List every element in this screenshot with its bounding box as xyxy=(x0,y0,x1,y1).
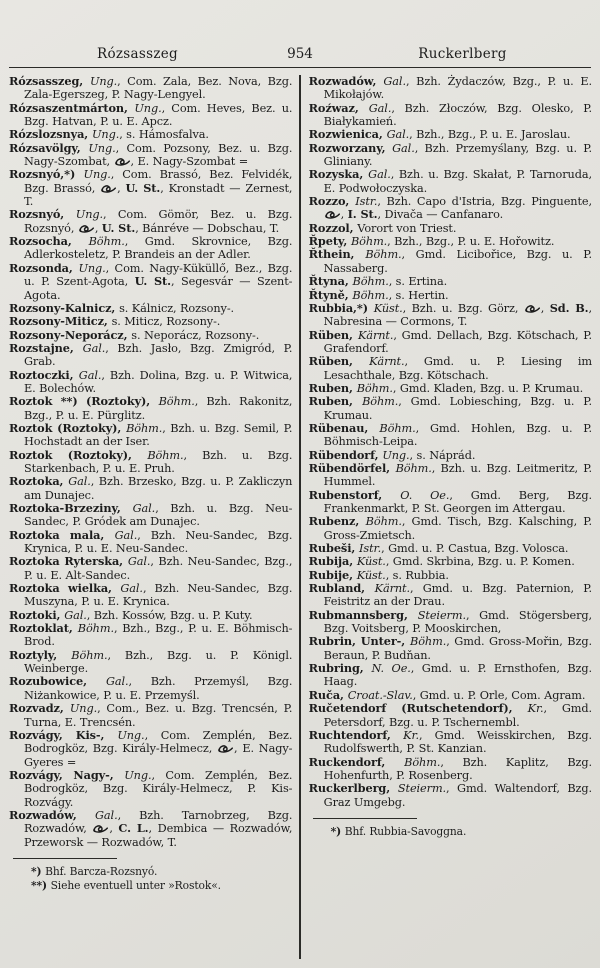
region-abbr: Ung. xyxy=(124,768,152,782)
posthorn-icon xyxy=(93,824,108,833)
entry-text: , Com. Pozsony, Bez. u. Bzg. Nagy-Szombat, xyxy=(24,141,293,169)
headword: Rózsasszeg, xyxy=(9,74,90,88)
region-abbr: Ung. xyxy=(134,101,162,115)
headword: **) xyxy=(31,879,51,893)
region-abbr: Böhm. xyxy=(88,235,125,249)
gazetteer-entry xyxy=(9,75,292,102)
entry-text: , Com. Zemplén, Bez. Bodrogköz, Bzg. Király-Helmecz, xyxy=(24,728,293,756)
entry-text: , Gmd. Dellach, Bzg. Kötschach, P. Grafendorf. xyxy=(323,328,592,355)
gazetteer-entry xyxy=(309,102,592,129)
entry-text: , Bzh. Neu-Sandec, Bzg. Krynica, P. u. E. Neu-Sandec. xyxy=(24,528,293,556)
gazetteer-entry xyxy=(9,329,292,342)
entry-text: , Bzh. Rakonitz, Bzg., P. u. E. Pürglitz. xyxy=(24,395,293,422)
headword: Roztyly, xyxy=(9,647,72,662)
headword: Rübendorf, xyxy=(308,447,383,462)
entry-text: , Gmd. Waltendorf, Bzg. Graz Umgebg. xyxy=(323,782,592,809)
gazetteer-entry xyxy=(309,235,592,248)
region-abbr: Croat.-Slav. xyxy=(347,688,413,702)
gazetteer-entry xyxy=(309,222,592,235)
gazetteer-entry xyxy=(9,582,292,609)
headword: Ruča, xyxy=(308,687,348,702)
gazetteer-entry xyxy=(309,555,592,568)
entry-text: , Gmd. Kladen, Bzg. u. P. Krumau. xyxy=(392,381,584,395)
gazetteer-entry xyxy=(9,315,292,328)
headword: Rubenstorf, xyxy=(308,487,401,502)
headword: Rozvadz, xyxy=(9,701,70,716)
gazetteer-entry xyxy=(9,649,292,676)
headword: Rozwienica, xyxy=(308,127,387,142)
entry-text: , Com. Heves, Bez. u. Bzg. Hatvan, P. u. E. Apcz. xyxy=(24,101,293,129)
entry-text: , Bzh. u. Bzg. Skałat, P. Tarnoruda, E. Podwołoczyska. xyxy=(323,168,592,195)
gazetteer-entry xyxy=(9,555,292,582)
region-abbr: Gal. xyxy=(78,368,102,382)
gazetteer-entry xyxy=(9,422,292,449)
footnote xyxy=(9,879,292,894)
region-abbr: Böhm. xyxy=(147,448,184,462)
region-abbr: Gal. xyxy=(368,168,391,182)
gazetteer-entry xyxy=(309,756,592,783)
entry-text: , Bzh. Przemyśl, Bzg. Niżankowice, P. u. E. Przemyśl. xyxy=(24,675,293,702)
posthorn-icon xyxy=(79,224,94,233)
region-abbr: Ung. xyxy=(89,75,118,88)
entry-text: , xyxy=(540,301,550,315)
region-abbr: Ung. xyxy=(117,728,145,742)
region-abbr: Istr. xyxy=(359,542,382,556)
entry-text: s. Neporácz, Rozsony-. xyxy=(131,328,260,342)
headword: Rozsocha, xyxy=(9,234,89,249)
gazetteer-entry xyxy=(309,302,592,329)
entry-text: , Com. Zala, Bez. Nova, Bzg. Zala-Egerszeg, P. Nagy-Lengyel. xyxy=(24,75,293,102)
headword: Ruben, xyxy=(308,380,357,395)
gazetteer-entry xyxy=(9,809,292,849)
gazetteer-entry xyxy=(9,369,292,396)
entry-text: , Gmd. u. P. Ernsthofen, Bzg. Haag. xyxy=(323,662,592,689)
region-abbr: Böhm. xyxy=(71,648,108,662)
headword: Ruchtendorf, xyxy=(308,727,404,742)
region-abbr: Steierm. xyxy=(397,782,447,796)
gazetteer-entry xyxy=(309,702,592,729)
entry-text: , Com. Gömör, Bez. u. Bzg. Rozsnyó, xyxy=(24,208,293,235)
entry-text: , Bzh. u. Bzg. Neu-Sandec, P. Gródek am Dunajec. xyxy=(24,502,293,529)
bold-abbr: I. St. xyxy=(347,207,378,222)
gazetteer-entry xyxy=(309,329,592,356)
entry-text: , Bzh., Bzg., P. u. E. Böhmisch-Brod. xyxy=(24,622,293,649)
entry-text: , Bánréve — Dobschau, T. xyxy=(135,221,280,235)
entry-text: , Bzh., Bzg. u. P. Königl. Weinberge. xyxy=(24,648,293,676)
region-abbr: Ung. xyxy=(382,448,410,462)
entry-text: , xyxy=(109,822,119,836)
entry-text: , xyxy=(94,221,102,235)
headword: Roztoka, xyxy=(9,474,69,489)
entry-text: , Gmd. u. P. Orle, Com. Agram. xyxy=(412,688,586,702)
gazetteer-entry xyxy=(9,262,292,302)
posthorn-icon xyxy=(325,210,340,219)
region-abbr: Küst. xyxy=(356,555,386,569)
region-abbr: Küst. xyxy=(373,301,403,315)
region-abbr: Kärnt. xyxy=(357,328,394,342)
region-abbr: Gal. xyxy=(95,808,118,822)
entry-text: , Gmd. u. Bzg. Paternion, P. Feistritz an der Drau. xyxy=(323,582,592,609)
headword: Roztok (Roztoky), xyxy=(9,447,148,462)
headword: Rubenz, xyxy=(308,514,366,529)
headword: Rozzol, xyxy=(308,220,358,235)
region-abbr: O. Oe. xyxy=(400,488,450,502)
entry-text: , Nabresina — Cormons, T. xyxy=(323,301,593,329)
headword: Rózsaszentmárton, xyxy=(9,100,135,115)
columns-container xyxy=(0,68,600,959)
region-abbr: Gal. xyxy=(368,101,392,115)
entry-text: , xyxy=(340,208,348,222)
gazetteer-entry xyxy=(309,355,592,382)
region-abbr: Istr. xyxy=(355,195,378,209)
gazetteer-entry xyxy=(309,662,592,689)
headword: Rozwadów, xyxy=(308,74,384,88)
right-column xyxy=(301,75,592,959)
headword: Rubeši, xyxy=(308,541,360,556)
region-abbr: Böhm. xyxy=(379,421,416,435)
region-abbr: Gal. xyxy=(105,675,129,689)
entry-text: , Com. Brassó, Bez. Felvidék, Bzg. Brassó, xyxy=(24,168,293,195)
gazetteer-entry xyxy=(9,235,292,262)
gazetteer-entry xyxy=(309,395,592,422)
entry-text: , s. Rubbia. xyxy=(385,568,449,582)
region-abbr: Böhm. xyxy=(362,395,399,409)
bold-abbr: U. St. xyxy=(125,180,161,195)
entry-text: , Gmd. u. P. Castua, Bzg. Volosca. xyxy=(381,542,569,556)
headword: Roztok **) (Roztoky), xyxy=(9,394,159,409)
headword: Rozubowice, xyxy=(9,674,106,689)
entry-text: , Segesvár — Szent-Agota. xyxy=(24,275,293,302)
gazetteer-entry xyxy=(309,582,592,609)
headword: Roztoka wielka, xyxy=(9,581,121,596)
region-abbr: Böhm. xyxy=(352,288,389,302)
entry-text: , Bzh. Neu-Sandec, Bzg. Muszyna, P. u. E. Krynica. xyxy=(24,582,293,609)
gazetteer-entry xyxy=(309,248,592,275)
gazetteer-entry xyxy=(9,702,292,729)
gazetteer-entry xyxy=(309,382,592,395)
gazetteer-entry xyxy=(9,502,292,529)
headword: Roztoka Ryterska, xyxy=(9,554,128,569)
region-abbr: Gal. xyxy=(392,141,415,155)
entry-text: , Gmd. Lobiesching, Bzg. u. P. Krumau. xyxy=(323,395,592,422)
entry-text: , Gmd. Petersdorf, Bzg. u. P. Tschernembl. xyxy=(323,702,592,729)
bold-abbr: Sd. B. xyxy=(549,300,589,315)
headword: Rubland, xyxy=(308,581,375,596)
headword: Rozvágy, Nagy-, xyxy=(9,767,125,782)
headword: Rüben, xyxy=(308,327,358,342)
gazetteer-entry xyxy=(9,449,292,476)
region-abbr: Gal. xyxy=(132,502,156,515)
gazetteer-entry xyxy=(309,142,592,169)
region-abbr: N. Oe. xyxy=(371,662,411,676)
region-abbr: Gal. xyxy=(127,555,151,569)
headword: Ruben, xyxy=(308,394,363,409)
gazetteer-entry xyxy=(309,422,592,449)
footnote xyxy=(9,865,292,880)
gazetteer-entry xyxy=(309,168,592,195)
gazetteer-entry xyxy=(309,489,592,516)
entry-text: , Bzh. u. Bzg. Leitmeritz, P. Hummel. xyxy=(323,461,592,489)
entry-text: , Bzh. u. Bzg. Semil, P. Hochstadt an der Iser. xyxy=(24,421,293,449)
entry-text: , Gmd. Gross-Mořin, Bzg. Beraun, P. Budňan. xyxy=(323,635,592,662)
entry-text: Vorort von Triest. xyxy=(357,221,457,235)
region-abbr: Steierm. xyxy=(417,608,466,622)
entry-text: , Gmd. Skrovnice, Bzg. Adlerkosteletz, P. Brandeis an der Adler. xyxy=(24,235,293,262)
gazetteer-entry xyxy=(9,529,292,556)
gazetteer-entry xyxy=(309,289,592,302)
headword: Ruckendorf, xyxy=(308,754,405,769)
region-abbr: Böhm. xyxy=(365,248,402,262)
gazetteer-entry xyxy=(309,449,592,462)
headword: Roztok (Roztoky), xyxy=(9,420,127,435)
gazetteer-entry xyxy=(309,782,592,809)
region-abbr: Gal. xyxy=(386,128,410,142)
gazetteer-entry xyxy=(9,342,292,369)
entry-text: , Gmd. Stögersberg, Bzg. Voitsberg, P. Mooskirchen, xyxy=(323,608,592,636)
entry-text: , Bzh. Jasło, Bzg. Zmigród, P. Grab. xyxy=(24,341,293,369)
headword: Roztoka-Brzeziny, xyxy=(9,501,133,515)
gazetteer-entry xyxy=(9,142,292,169)
gazetteer-entry xyxy=(9,128,292,141)
gazetteer-entry xyxy=(309,542,592,555)
headword: Rozsnyó, xyxy=(9,207,76,222)
headword: *) xyxy=(31,864,46,878)
entry-text: , xyxy=(117,181,126,195)
headword: Rozworzany, xyxy=(308,140,393,155)
entry-text: , Bzh. u. Bzg. Görz, xyxy=(402,301,524,315)
headword: Rüben, xyxy=(308,354,370,369)
gazetteer-entry xyxy=(309,462,592,489)
gazetteer-entry xyxy=(9,729,292,769)
headword: Roztoki, xyxy=(9,607,65,622)
region-abbr: Böhm. xyxy=(350,235,388,249)
headword: Roztoka mala, xyxy=(9,527,115,542)
gazetteer-entry xyxy=(9,102,292,129)
entry-text: , Gmd. Licibořice, Bzg. u. P. Nassaberg. xyxy=(323,248,592,275)
region-abbr: Böhm. xyxy=(126,421,163,435)
gazetteer-entry xyxy=(309,515,592,542)
entry-text: , Bzh. u. Bzg. Starkenbach, P. u. E. Pruh. xyxy=(24,448,293,475)
header-right-title: Ruckerlberg xyxy=(418,46,507,62)
gazetteer-entry xyxy=(9,168,292,208)
headword: Rozsonda, xyxy=(9,260,79,275)
region-abbr: Böhm. xyxy=(395,461,432,475)
bold-abbr: U. St. xyxy=(101,220,136,235)
headword: Rozzo, xyxy=(308,194,356,209)
gazetteer-entry xyxy=(9,475,292,502)
headword: Rubbia,*) xyxy=(308,300,374,315)
running-header xyxy=(0,0,600,67)
headword: Rozvágy, Kis-, xyxy=(9,727,118,742)
left-column xyxy=(9,75,299,959)
gazetteer-entry xyxy=(9,769,292,809)
headword: Rübendörfel, xyxy=(308,460,396,475)
headword: Rübenau, xyxy=(308,420,380,435)
headword: Rubmannsberg, xyxy=(308,607,418,622)
footnote xyxy=(309,825,592,840)
entry-text: , Bzh. Capo d'Istria, Bzg. Pinguente, xyxy=(377,195,592,209)
region-abbr: Gal. xyxy=(82,341,106,355)
gazetteer-entry xyxy=(9,395,292,422)
region-abbr: Böhm. xyxy=(352,275,389,289)
region-abbr: Gal. xyxy=(64,608,87,622)
headword: Řpety, xyxy=(308,234,351,249)
headword: *) xyxy=(330,824,345,838)
gazetteer-entry xyxy=(309,635,592,662)
entry-text: , s. Hertin. xyxy=(388,288,449,302)
region-abbr: Ung. xyxy=(88,141,116,155)
entry-text: , s. Náprád. xyxy=(409,448,476,462)
posthorn-icon xyxy=(101,184,116,193)
bold-abbr: C. L. xyxy=(118,821,149,836)
entry-text: , s. Hámosfalva. xyxy=(119,128,209,142)
entry-text: , Bzh. Złoczów, Bzg. Olesko, P. Białykamień. xyxy=(323,101,592,129)
region-abbr: Ung. xyxy=(83,168,111,182)
entry-text: , Gmd. Tisch, Bzg. Kalsching, P. Gross-Zmietsch. xyxy=(323,515,592,542)
headword: Rubring, xyxy=(308,661,372,676)
region-abbr: Gal. xyxy=(114,528,138,542)
gazetteer-entry xyxy=(9,675,292,702)
headword: Rozsnyó,*) xyxy=(9,167,84,182)
headword: Rozyska, xyxy=(308,167,369,182)
region-abbr: Ung. xyxy=(91,128,120,142)
region-abbr: Böhm. xyxy=(77,622,114,636)
region-abbr: Ung. xyxy=(69,702,98,716)
entry-text: , Bzh. Tarnobrzeg, Bzg. Rozwadów, xyxy=(24,808,293,836)
headword: Rózsavölgy, xyxy=(9,140,89,155)
headword: Roźwaz, xyxy=(308,100,369,115)
entry-text: s. Kálnicz, Rozsony-. xyxy=(119,301,235,315)
gazetteer-entry xyxy=(309,569,592,582)
entry-text: , Com. Nagy-Küküllő, Bez., Bzg. u. P. Szent-Agota, xyxy=(24,261,293,289)
entry-text: , Kronstadt — Zernest, T. xyxy=(24,181,293,209)
headword: Rubija, xyxy=(308,554,357,569)
posthorn-icon xyxy=(525,304,540,313)
headword: Rozstajne, xyxy=(9,340,83,355)
region-abbr: Ung. xyxy=(78,261,106,275)
headword: Rubije, xyxy=(308,567,357,582)
entry-text: , s. Ertina. xyxy=(388,275,448,289)
region-abbr: Kr. xyxy=(403,728,420,742)
gazetteer-entry xyxy=(9,302,292,315)
entry-text: , Bzh. Kossów, Bzg. u. P. Kuty. xyxy=(86,608,253,622)
entry-text: , Com., Bez. u. Bzg. Trencsén, P. Turna, E. Trencsén. xyxy=(24,702,293,729)
headword: Řtyna, xyxy=(308,274,353,289)
region-abbr: Böhm. xyxy=(404,755,441,769)
entry-text: , Bzh. Neu-Sandec, Bzg., P. u. E. Alt-Sandec. xyxy=(24,555,293,582)
entry-text: , E. Nagy-Szombat = xyxy=(130,155,249,169)
gazetteer-entry xyxy=(9,208,292,235)
entry-text: , Gmd. Berg, Bzg. Frankenmarkt, P. St. Georgen im Attergau. xyxy=(323,488,592,515)
entry-text: Bhf. Barcza-Rozsnyó. xyxy=(45,864,158,878)
gazetteer-entry xyxy=(309,75,592,102)
entry-text: Siehe eventuell unter »Rostok«. xyxy=(50,879,221,893)
entry-text: , E. Nagy-Gyeres = xyxy=(24,742,293,769)
region-abbr: Kärnt. xyxy=(374,582,410,596)
headword: Roztoklat, xyxy=(9,621,78,636)
headword: Řthein, xyxy=(308,247,366,262)
posthorn-icon xyxy=(218,744,233,753)
entry-text: , Gmd. Skrbina, Bzg. u. P. Komen. xyxy=(385,555,575,569)
region-abbr: Gal. xyxy=(68,475,91,489)
region-abbr: Kr. xyxy=(527,702,544,716)
gazetteer-entry xyxy=(309,195,592,222)
gazetteer-entry xyxy=(309,689,592,702)
headword: Ručetendorf (Rutschetendorf), xyxy=(308,701,528,716)
entry-text: , Gmd. Weisskirchen, Bzg. Rudolfswerth, P. St. Kanzian. xyxy=(323,728,592,756)
headword: Rozsony-Neporácz, xyxy=(9,327,132,342)
entry-text: , Bzh. Kaplitz, Bzg. Hohenfurth, P. Rosenberg. xyxy=(323,755,593,782)
region-abbr: Böhm. xyxy=(158,395,195,409)
footnote-rule xyxy=(13,858,117,859)
headword: Rubrin, Unter-, xyxy=(308,634,411,649)
bold-abbr: U. St. xyxy=(134,274,172,289)
headword: Rozsony-Miticz, xyxy=(9,314,112,329)
entry-text: , Bzh. Żydaczów, Bzg., P. u. E. Mikołajów. xyxy=(323,75,592,102)
gazetteer-entry xyxy=(309,609,592,636)
region-abbr: Gal. xyxy=(120,582,143,596)
entry-text: , Dembica — Rozwadów, Przeworsk — Rozwadów, T. xyxy=(24,822,293,849)
headword: Řtyně, xyxy=(308,287,353,302)
entry-text: , Bzh. Dolina, Bzg. u. P. Witwica, E. Bolechów. xyxy=(24,368,293,395)
region-abbr: Küst. xyxy=(356,568,386,582)
headword: Rozwadów, xyxy=(9,807,95,822)
posthorn-icon xyxy=(115,157,130,166)
gazetteer-entry xyxy=(9,609,292,622)
region-abbr: Kärnt. xyxy=(369,355,405,369)
region-abbr: Böhm. xyxy=(410,635,447,649)
headword: Ruckerlberg, xyxy=(308,781,398,796)
entry-text: s. Miticz, Rozsony-. xyxy=(111,315,221,329)
entry-text: , Gmd. Hohlen, Bzg. u. P. Böhmisch-Leipa. xyxy=(323,421,593,449)
gazetteer-entry xyxy=(309,128,592,141)
gazetteer-entry xyxy=(309,275,592,288)
page-number: 954 xyxy=(287,46,313,62)
entry-text: , Com. Zemplén, Bez. Bodrogköz, Bzg. Király-Helmecz, P. Kis-Rozvágy. xyxy=(24,768,293,809)
gazetteer-entry xyxy=(9,622,292,649)
entry-text: , Gmd. u. P. Liesing im Lesachthale, Bzg. Kötschach. xyxy=(323,355,592,382)
footnote-rule xyxy=(313,818,417,819)
region-abbr: Ung. xyxy=(75,208,104,222)
region-abbr: Böhm. xyxy=(365,515,402,529)
entry-text: , Divača — Canfanaro. xyxy=(377,208,504,222)
entry-text: , Bzh., Bzg., P. u. E. Hořowitz. xyxy=(387,235,555,249)
headword: Rózslozsnya, xyxy=(9,127,92,142)
region-abbr: Böhm. xyxy=(356,381,393,395)
header-left-title: Rózsasszeg xyxy=(97,46,178,62)
entry-text: Bhf. Rubbia-Savoggna. xyxy=(344,824,467,838)
entry-text: , Bzh. Brzesko, Bzg. u. P. Zakliczyn am Dunajec. xyxy=(24,475,293,502)
gazetteer-entry xyxy=(309,729,592,756)
region-abbr: Gal. xyxy=(383,75,406,88)
entry-text: , Bzh., Bzg., P. u. E. Jaroslau. xyxy=(409,128,571,142)
entry-text: , Bzh. Przemyślany, Bzg. u. P. Gliniany. xyxy=(323,141,592,169)
headword: Rozsony-Kalnicz, xyxy=(9,300,120,315)
headword: Roztoczki, xyxy=(9,367,79,382)
